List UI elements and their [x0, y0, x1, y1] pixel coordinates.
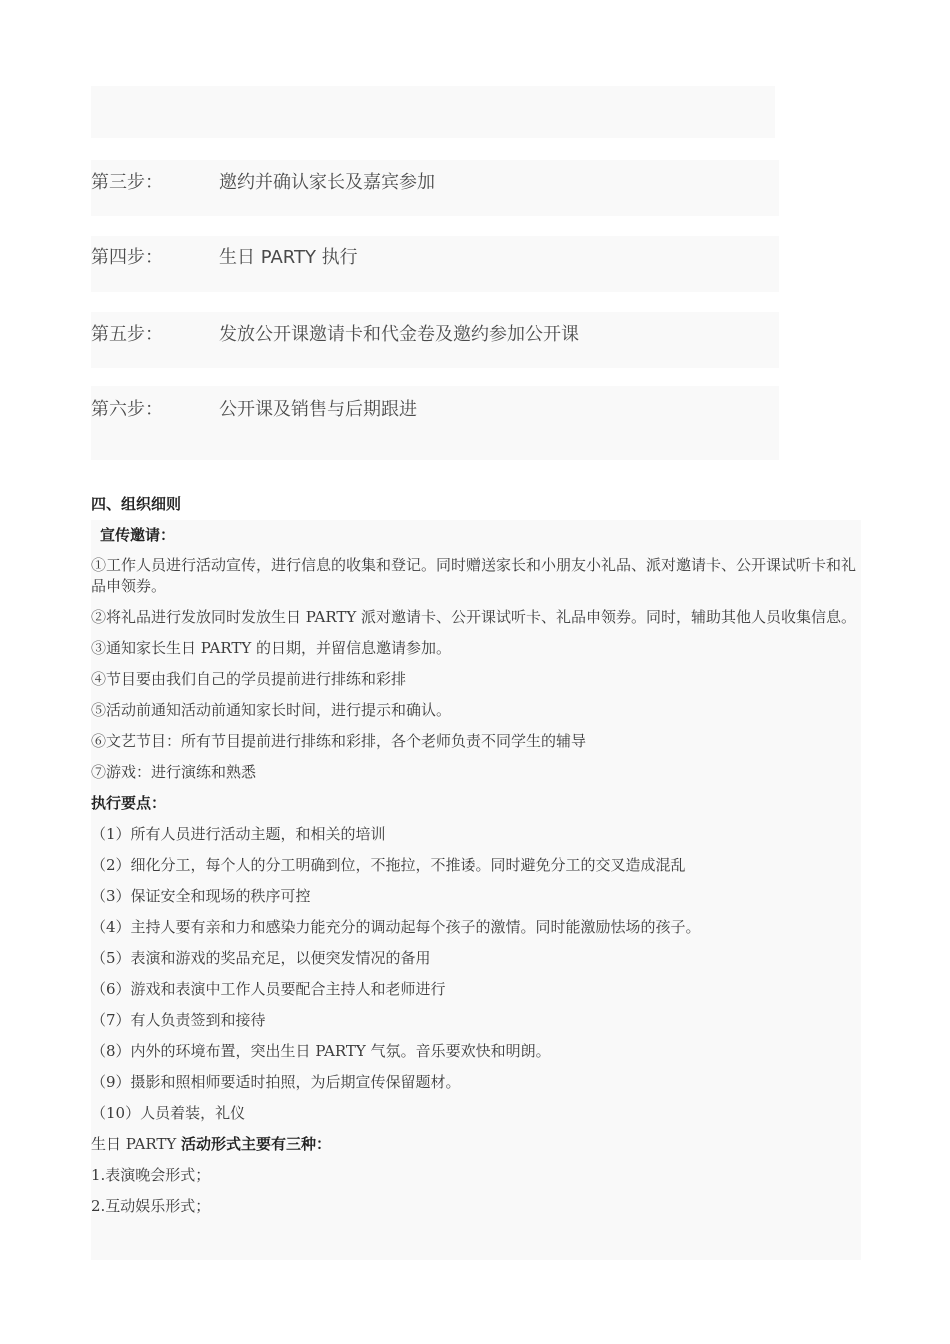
list-item: （9）摄影和照相师要适时拍照，为后期宣传保留题材。 — [91, 1073, 461, 1091]
section-content — [91, 494, 863, 1227]
list-item: ③通知家长生日 PARTY 的日期，并留信息邀请参加。 — [91, 639, 452, 657]
list-item: （3）保证安全和现场的秩序可控 — [91, 887, 311, 905]
list-item: （8）内外的环境布置，突出生日 PARTY 气氛。音乐要欢快和明朗。 — [91, 1042, 551, 1060]
list-item: （5）表演和游戏的奖品充足，以便突发情况的备用 — [91, 949, 431, 967]
list-item: （2）细化分工，每个人的分工明确到位，不拖拉，不推诿。同时避免分工的交叉造成混乱 — [91, 856, 686, 874]
step-text-part: PARTY — [260, 247, 316, 268]
section-heading: 四、组织细则 — [91, 495, 182, 513]
list-item: （10）人员着装，礼仪 — [91, 1104, 246, 1122]
list-item: ②将礼品进行发放同时发放生日 PARTY 派对邀请卡、公开课试听卡、礼品申领券。同时，辅助其他人员收集信息。 — [91, 608, 857, 626]
shade-block — [91, 236, 779, 292]
step-text: 公开课及销售与后期跟进 — [219, 399, 417, 420]
list-item: ⑥文艺节目：所有节目提前进行排练和彩排，各个老师负责不同学生的辅导 — [91, 732, 587, 750]
list-item: ④节目要由我们自己的学员提前进行排练和彩排 — [91, 670, 407, 688]
step-label: 第四步： — [91, 247, 163, 268]
step-text: 邀约并确认家长及嘉宾参加 — [219, 172, 435, 193]
promo-heading: 宣传邀请： — [100, 526, 176, 544]
shade-block — [91, 160, 779, 216]
list-item: （7）有人负责签到和接待 — [91, 1011, 266, 1029]
list-item: 1.表演晚会形式； — [91, 1166, 211, 1184]
exec-heading: 执行要点： — [91, 794, 167, 812]
list-item: （1）所有人员进行活动主题，和相关的培训 — [91, 825, 386, 843]
list-item: 2.互动娱乐形式； — [91, 1197, 211, 1215]
forms-title: 活动形式主要有三种： — [181, 1135, 332, 1153]
step-label: 第三步： — [91, 172, 163, 193]
list-item: （6）游戏和表演中工作人员要配合主持人和老师进行 — [91, 980, 446, 998]
shade-block — [91, 386, 779, 460]
step-text — [219, 243, 358, 269]
shade-block — [91, 86, 775, 138]
forms-heading — [91, 1134, 863, 1155]
list-item: （4）主持人要有亲和力和感染力能充分的调动起每个孩子的激情。同时能激励怯场的孩子。 — [91, 918, 701, 936]
step-label: 第六步： — [91, 399, 163, 420]
forms-prefix: 生日 PARTY — [91, 1135, 182, 1153]
step-text-part: 生日 — [219, 247, 261, 268]
list-item: ⑤活动前通知活动前通知家长时间，进行提示和确认。 — [91, 701, 452, 719]
step-label: 第五步： — [91, 324, 163, 345]
list-item: ⑦游戏：进行演练和熟悉 — [91, 763, 257, 781]
step-text: 发放公开课邀请卡和代金卷及邀约参加公开课 — [219, 324, 579, 345]
list-item: ①工作人员进行活动宣传，进行信息的收集和登记。同时赠送家长和小朋友小礼品、派对邀请卡、公开课试听卡和礼品申领券。 — [91, 556, 857, 595]
step-text-part: 执行 — [315, 247, 358, 268]
